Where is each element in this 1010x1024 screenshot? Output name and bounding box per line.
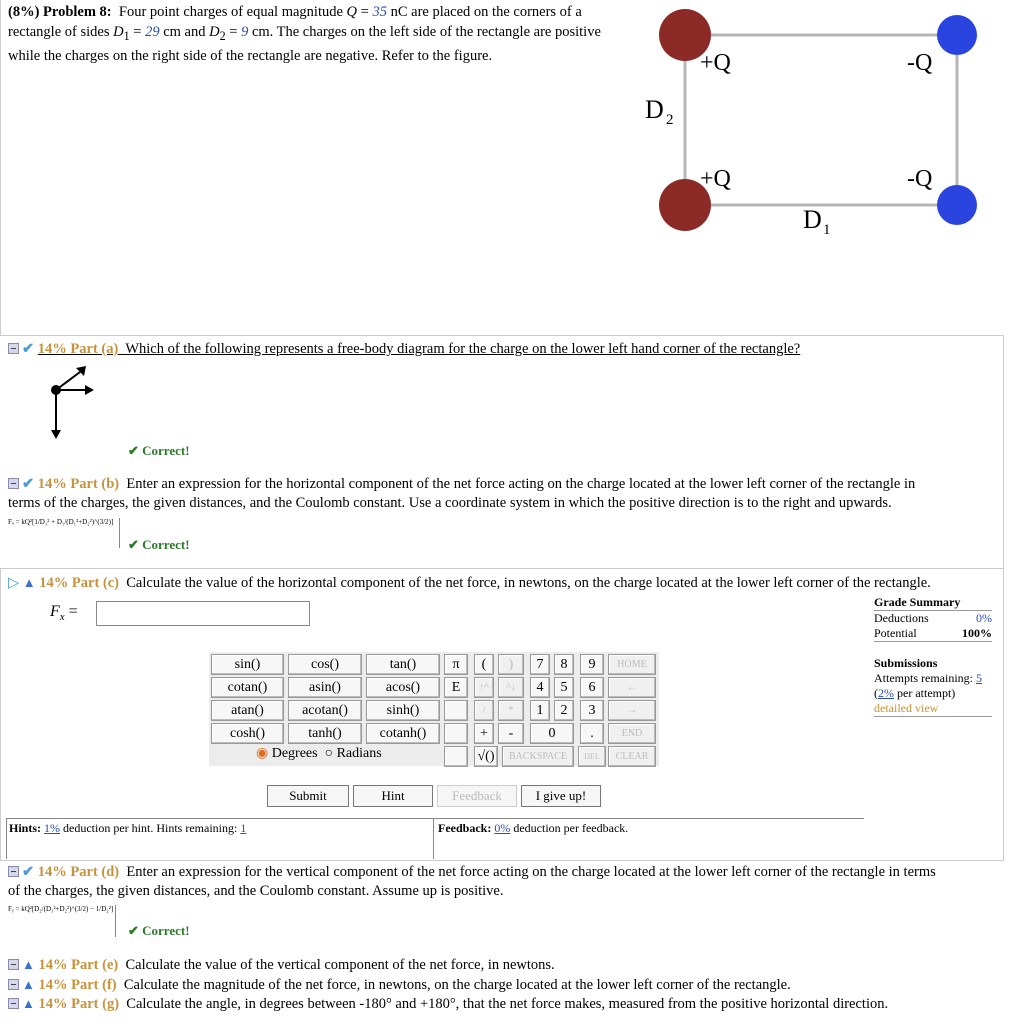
backspace-button[interactable]: BACKSPACE — [502, 746, 574, 767]
label-d2-main: D — [645, 95, 664, 124]
sin-button[interactable]: sin() — [211, 654, 284, 675]
digit-3-button[interactable]: 3 — [580, 700, 604, 721]
collapse-icon[interactable] — [8, 998, 19, 1009]
left-arrow-button[interactable]: ← — [608, 677, 656, 698]
checkmark-icon: ✔ — [22, 476, 35, 492]
part-c-header[interactable]: ▷ ▲ 14% Part (c) Calculate the value of the horizontal component of the net force, in newtons, on the charge located at the lower left corner of the rectangle. — [8, 575, 931, 591]
acos-button[interactable]: acos() — [366, 677, 440, 698]
feedback-info: Feedback: 0% deduction per feedback. — [438, 821, 629, 835]
cotan-button[interactable]: cotan() — [211, 677, 284, 698]
digit-0-button[interactable]: 0 — [530, 723, 574, 744]
charge-rectangle-figure — [630, 0, 1010, 260]
digit-4-button[interactable]: 4 — [530, 677, 550, 698]
home-button[interactable]: HOME — [608, 654, 656, 675]
separator — [0, 568, 1004, 569]
minus-button[interactable]: - — [498, 723, 524, 744]
del-button[interactable]: DEL — [578, 746, 606, 767]
cos-button[interactable]: cos() — [288, 654, 362, 675]
warning-icon: ▲ — [22, 575, 36, 590]
digit-6-button[interactable]: 6 — [580, 677, 604, 698]
part-d-header[interactable]: ✔ 14% Part (d) Enter an expression for the vertical component of the net force acting on the charge located at the lower left corner of the rectangle in terms of the charges, the given distances, and the Coulomb constant. Assume up is positive. — [8, 864, 936, 899]
detailed-view-link[interactable]: detailed view — [874, 701, 939, 715]
warning-icon: ▲ — [22, 996, 35, 1011]
part-f-header[interactable]: ▲ 14% Part (f) Calculate the magnitude of the net force, in newtons, on the charge located at the lower left corner of the rectangle. — [8, 975, 1003, 995]
warning-icon: ▲ — [22, 977, 35, 992]
digit-1-button[interactable]: 1 — [530, 700, 550, 721]
submit-button[interactable]: Submit — [267, 785, 349, 807]
label-top-right: -Q — [907, 50, 933, 76]
part-a-header[interactable]: ✔ 14% Part (a) Which of the following represents a free-body diagram for the charge on the lower left hand corner of the rectangle? — [8, 340, 988, 359]
problem-line-1: (8%) Problem 8: Four point charges of equal magnitude Q = 35 nC are placed on the corners of a — [8, 4, 582, 20]
grade-summary: Grade Summary Deductions 0% Potential 100% Submissions Attempts remaining: 5 (2% per attempt) detailed view — [874, 595, 992, 715]
right-border — [1003, 335, 1004, 860]
degrees-radio[interactable]: ◉ — [256, 746, 269, 761]
part-e-header[interactable]: ▲ 14% Part (e) Calculate the value of the vertical component of the net force, in newtons. — [8, 955, 1003, 975]
collapse-icon[interactable] — [8, 866, 19, 877]
collapse-icon[interactable] — [8, 343, 19, 354]
tan-button[interactable]: tan() — [366, 654, 440, 675]
part-b-status: ✔ Correct! — [128, 537, 190, 552]
answer-label: $F_x$ = — [50, 603, 78, 624]
give-up-button[interactable]: I give up! — [521, 785, 601, 807]
left-border — [0, 0, 1, 335]
blank-button[interactable] — [444, 723, 468, 744]
hint-button[interactable]: Hint — [353, 785, 433, 807]
digit-7-button[interactable]: 7 — [530, 654, 550, 675]
part-d-formula: Fᵧ = kQ²[D₂/(D₁²+D₂²)^(3/2) − 1/D₂²] — [8, 905, 116, 937]
right-arrow-button[interactable]: → — [608, 700, 656, 721]
blank-button[interactable] — [444, 746, 468, 767]
cotanh-button[interactable]: cotanh() — [366, 723, 440, 744]
angle-mode — [256, 745, 382, 762]
radians-label: Radians — [336, 746, 382, 761]
charge-bottom-right — [937, 185, 977, 225]
expand-arrow-icon[interactable]: ▷ — [8, 575, 20, 591]
part-b-header[interactable]: ✔ 14% Part (b) Enter an expression for the horizontal component of the net force acting on the charge located at the lower left corner of the rectangle in terms of the charges, the given distances, and the Coulomb constant. Use a coordinate system in which the positive direction is to the right and upwards. — [8, 476, 916, 511]
charge-top-right — [937, 15, 977, 55]
label-bottom-right: -Q — [907, 166, 933, 192]
clear-button[interactable]: CLEAR — [608, 746, 656, 767]
q-value: 35 — [372, 4, 387, 20]
label-top-left: +Q — [700, 50, 731, 76]
left-border — [0, 568, 1, 860]
cosh-button[interactable]: cosh() — [211, 723, 284, 744]
hints-info: Hints: 1% deduction per hint. Hints remaining: 1 — [9, 821, 247, 835]
d1-value: 29 — [145, 24, 160, 40]
atan-button[interactable]: atan() — [211, 700, 284, 721]
radians-radio[interactable]: ○ — [324, 746, 334, 761]
end-button[interactable]: END — [608, 723, 656, 744]
part-b-formula: Fₓ = kQ²[1/D₁² + D₁/(D₁²+D₂²)^(3/2)] — [8, 518, 120, 548]
power-up-button[interactable]: ↑^ — [474, 677, 494, 698]
collapse-icon[interactable] — [8, 959, 19, 970]
checkmark-icon: ✔ — [22, 864, 35, 880]
label-d2-sub: 2 — [666, 112, 674, 128]
digit-2-button[interactable]: 2 — [554, 700, 574, 721]
collapse-icon[interactable] — [8, 478, 19, 489]
warning-icon: ▲ — [22, 957, 35, 972]
open-paren-button[interactable]: ( — [474, 654, 494, 675]
sinh-button[interactable]: sinh() — [366, 700, 440, 721]
degrees-label: Degrees — [271, 746, 318, 761]
part-g-header[interactable]: ▲ 14% Part (g) Calculate the angle, in degrees between -180° and +180°, that the net force makes, measured from the positive horizontal direction. — [8, 994, 1008, 1014]
free-body-diagram-icon — [40, 362, 110, 444]
problem-statement — [8, 2, 638, 66]
problem-line-2: rectangle of sides $D_1 = 29$ cm and $D_2 = 9$ cm. The charges on the left side of the rectangle are positive — [8, 24, 601, 43]
power-down-button[interactable]: ^↓ — [498, 677, 524, 698]
label-d1-main: D — [803, 205, 822, 234]
checkmark-icon: ✔ — [22, 341, 35, 357]
close-paren-button[interactable]: ) — [498, 654, 524, 675]
label-bottom-left: +Q — [700, 166, 731, 192]
part-a-status: ✔ Correct! — [128, 443, 190, 458]
feedback-button[interactable]: Feedback — [437, 785, 517, 807]
answer-input[interactable] — [96, 601, 310, 626]
tanh-button[interactable]: tanh() — [288, 723, 362, 744]
multiply-button[interactable]: * — [498, 700, 524, 721]
e-button[interactable]: E — [444, 677, 468, 698]
acotan-button[interactable]: acotan() — [288, 700, 362, 721]
label-d1-sub: 1 — [823, 222, 831, 238]
blank-button[interactable] — [444, 700, 468, 721]
bar-divider — [433, 818, 434, 859]
part-d-status: ✔ Correct! — [128, 923, 190, 938]
grade-summary-title: Grade Summary — [874, 595, 992, 611]
digit-8-button[interactable]: 8 — [554, 654, 574, 675]
digit-5-button[interactable]: 5 — [554, 677, 574, 698]
plus-button[interactable]: + — [474, 723, 494, 744]
asin-button[interactable]: asin() — [288, 677, 362, 698]
sqrt-button[interactable]: √() — [474, 746, 498, 767]
answer-text-field[interactable] — [97, 602, 309, 625]
collapse-icon[interactable] — [8, 979, 19, 990]
dot-button[interactable]: . — [580, 723, 604, 744]
separator — [0, 860, 1004, 861]
problem-line-3: while the charges on the right side of the rectangle are negative. Refer to the figure. — [8, 47, 493, 64]
digit-9-button[interactable]: 9 — [580, 654, 604, 675]
d2-value: 9 — [241, 24, 249, 40]
divide-button[interactable]: / — [474, 700, 494, 721]
separator — [0, 335, 1004, 336]
pi-button[interactable]: π — [444, 654, 468, 675]
